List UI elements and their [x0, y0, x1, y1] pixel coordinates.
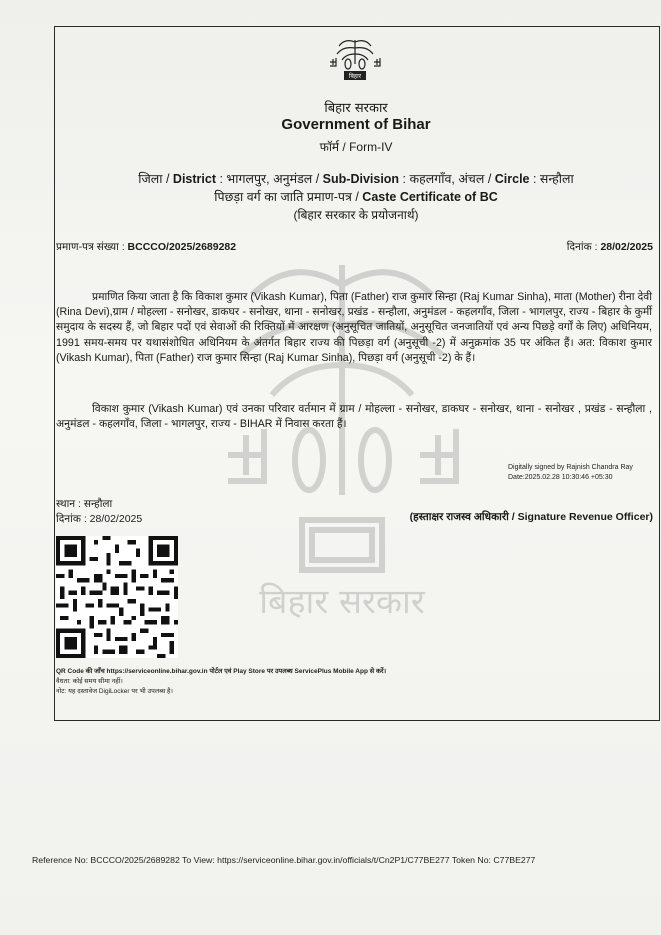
- cert-number-value: BCCCO/2025/2689282: [127, 241, 237, 253]
- certificate-body-para2: विकाश कुमार (Vikash Kumar) एवं उनका परिवार वर्तमान में ग्राम / मोहल्ला - सनोखर, डाकघर - सनोखर, थाना - सनोखर , प्रखंड - सन्हौला , अनुमंडल - कहलगाँव, जिला - भागलपुर, राज्य - BIHAR में निवास करता हैं।: [56, 403, 652, 431]
- bihar-emblem-icon: [326, 34, 384, 82]
- district-line: [54, 170, 658, 187]
- purpose-line: (बिहार सरकार के प्रयोजनार्थ): [293, 208, 419, 222]
- dsig-signer: Digitally signed by Rajnish Chandra Ray: [508, 464, 633, 471]
- digilocker-note: नोट: यह दस्तावेज DigiLocker पर भी उपलब्ध है।: [56, 688, 173, 695]
- place: स्थान : सन्हौला: [56, 498, 113, 510]
- subdivision-value: : कहलगाँव, अंचल /: [399, 172, 495, 186]
- issue-date: [567, 240, 653, 254]
- digital-signature: [508, 463, 633, 482]
- svg-text:बिहार: बिहार: [348, 73, 362, 80]
- dsig-date: Date:2025.02.28 10:30:46 +05:30: [508, 473, 613, 481]
- qr-code: [56, 536, 178, 658]
- district-prefix: जिला /: [138, 172, 173, 186]
- reference-footer: Reference No: BCCCO/2025/2689282 To View: https://serviceonline.bihar.gov.in/officials/t/Cn2P1/C77BE277 Token No: C77BE277: [32, 855, 536, 865]
- cert-number-label: प्रमाण-पत्र संख्या :: [56, 241, 128, 253]
- title-english: Government of Bihar: [281, 116, 431, 133]
- circle-label: Circle: [494, 172, 530, 186]
- issue-date-label: दिनांक :: [566, 241, 601, 253]
- subdivision-label: Sub-Division: [322, 172, 400, 186]
- district-value: : भागलपुर, अनुमंडल /: [216, 172, 323, 186]
- certificate-body-para1: प्रमाणित किया जाता है कि विकाश कुमार (Vikash Kumar), पिता (Father) राज कुमार सिन्हा (Raj Kumar Sinha), माता (Mother) रीना देवी (Rina Devi),ग्राम / मोहल्ला - सनोखर, डाकघर - सनोखर, थाना - सनोखर, प्रखंड - सन्हौला, अनुमंडल - कहलगाँव, जिला - भागलपुर, राज्य - बिहार के कुर्मी समुदाय के सदस्य हैं, जो बिहार पदों एवं सेवाओं की रिक्तियों में आरक्षण (अनुसूचित जातियों, अनुसूचित जनजातियों एवं अन्य पिछड़े वर्गों के लिए) अधिनियम, 1991 समय-समय पर यथासंशोधित अधिनियम के अंतर्गत बिहार राज्य की पिछड़ा वर्ग (अनुसूची -2) में अनुक्रमांक 35 पर अंकित हैं। अत: विकाश कुमार (Vikash Kumar), पिता (Father) राज कुमार सिन्हा (Raj Kumar Sinha), पिछड़ा वर्ग (अनुसूची -2) के हैं।: [56, 291, 652, 364]
- validity-note: वैधता: कोई समय सीमा नहीं।: [56, 678, 123, 685]
- qr-verification-note: QR Code की जाँच https://serviceonline.bihar.gov.in पोर्टल एवं Play Store पर उपलब्ध ServicePlus Mobile App से करें।: [56, 668, 387, 675]
- cert-title-english: Caste Certificate of BC: [362, 190, 498, 204]
- certificate-number: [56, 240, 236, 254]
- circle-value: : सन्हौला: [529, 172, 574, 186]
- issue-date-value: 28/02/2025: [600, 241, 653, 253]
- signature-officer: (हस्ताक्षर राजस्व अधिकारी / Signature Revenue Officer): [409, 511, 653, 523]
- cert-title-hindi: पिछड़ा वर्ग का जाति प्रमाण-पत्र /: [214, 190, 363, 204]
- footer-date: दिनांक : 28/02/2025: [56, 513, 143, 525]
- place-date-block: [56, 497, 142, 527]
- svg-text:बिहार सरकार: बिहार सरकार: [259, 582, 425, 622]
- district-label: District: [172, 172, 216, 186]
- certificate-title: [54, 188, 658, 205]
- form-label: फॉर्म / Form-IV: [319, 140, 393, 154]
- title-hindi: बिहार सरकार: [324, 101, 388, 116]
